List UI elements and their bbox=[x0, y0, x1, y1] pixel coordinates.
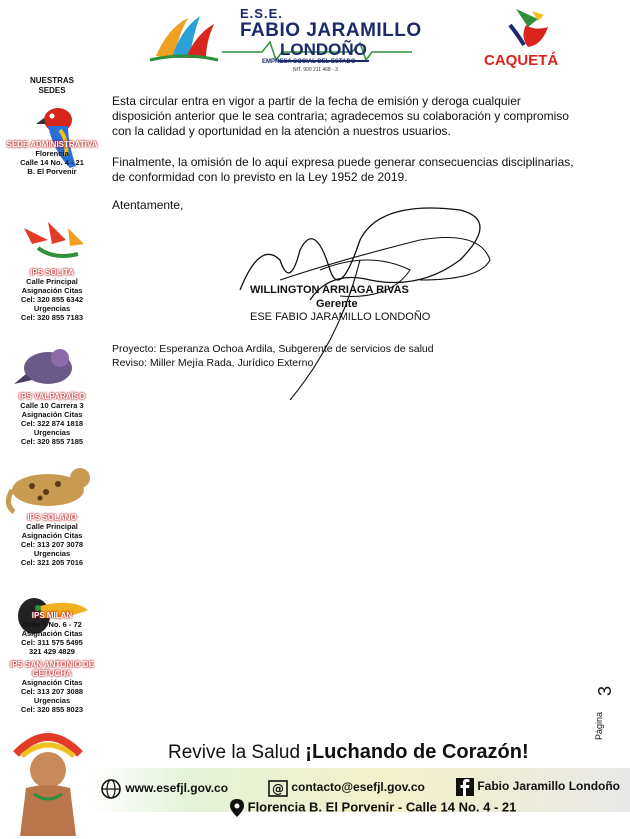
bird-icon bbox=[12, 340, 82, 390]
location-pin-icon bbox=[230, 799, 244, 817]
email-at-icon bbox=[268, 778, 288, 798]
org-type: EMPRESA SOCIAL DEL ESTADO bbox=[262, 59, 356, 65]
proyecto-line: Proyecto: Esperanza Ochoa Ardila, Subgerente de servicios de salud bbox=[112, 343, 434, 355]
caqueta-logo-icon bbox=[498, 5, 562, 55]
site-ips-milan: IPS MILAN Calle 3 No. 6 - 72 Asignación Citas Cel: 311 575 5495 321 429 4829 bbox=[21, 611, 83, 656]
ese-logo-icon bbox=[148, 8, 220, 68]
facebook-icon bbox=[456, 778, 474, 796]
nit-number: NIT. 900 211 468 - 3 bbox=[293, 67, 338, 73]
site-sede-administrativa: SEDE ADMINISTRATIVA Florencia Calle 14 No. 4 - 21 B. El Porvenir bbox=[6, 140, 98, 176]
svg-text:@: @ bbox=[272, 782, 284, 796]
website-link[interactable]: www.esefjl.gov.co bbox=[125, 781, 229, 796]
indigenous-woman-icon bbox=[6, 724, 90, 836]
site-ips-solita: IPS SOLITA Calle Principal Asignación Citas Cel: 320 855 6342 Urgencias Cel: 320 855 7183 bbox=[20, 268, 84, 322]
facebook-link[interactable]: Fabio Jaramillo Londoño bbox=[477, 779, 621, 794]
site-ips-san-antonio: IPS SAN ANTONIO DE GETUCHA Asignación Citas Cel: 313 207 3088 Urgencias Cel: 320 855 8023 bbox=[9, 660, 94, 714]
email-contact[interactable] bbox=[268, 778, 425, 798]
org-name-line1: FABIO JARAMILLO bbox=[240, 20, 422, 41]
caqueta-label: CAQUETÁ bbox=[484, 52, 559, 69]
slogan: Revive la Salud ¡Luchando de Corazón! bbox=[168, 741, 529, 763]
ese-label: E.S.E. bbox=[240, 6, 283, 21]
globe-icon bbox=[100, 778, 122, 800]
paragraph-disciplinary: Finalmente, la omisión de lo aquí expresa puede generar consecuencias disciplinarias, de conformidad con lo previsto en la Ley 1952 de 2019. bbox=[112, 155, 574, 184]
website-contact[interactable] bbox=[100, 778, 228, 800]
org-name-line2: LONDOÑO bbox=[278, 40, 369, 62]
paragraph-effective-date: Esta circular entra en vigor a partir de la fecha de emisión y deroga cualquier disposición anterior que le sea contraria; agradecemos su colaboración y compromiso con la calidad y oportunidad en la atención a nuestros usuarios. bbox=[112, 94, 569, 138]
address bbox=[230, 799, 516, 817]
signer-role: Gerente bbox=[316, 298, 358, 310]
page-number: 3 bbox=[595, 685, 615, 696]
signer-name: WILLINGTON ARRIAGA RIVAS bbox=[250, 284, 409, 296]
facebook-contact[interactable] bbox=[456, 778, 620, 796]
address-text: Florencia B. El Porvenir - Calle 14 No. 4 - 21 bbox=[247, 799, 517, 815]
site-ips-solano: IPS SOLANO Calle Principal Asignación Citas Cel: 313 207 3078 Urgencias Cel: 321 205 7016 bbox=[20, 513, 84, 567]
reviso-line: Reviso: Miller Mejía Rada, Jurídico Externo bbox=[112, 357, 314, 369]
sidebar-title: NUESTRAS SEDES bbox=[29, 76, 74, 95]
closing: Atentamente, bbox=[112, 198, 184, 212]
page-label: Página bbox=[594, 711, 604, 740]
heliconia-flower-icon bbox=[18, 218, 88, 268]
handwritten-signature bbox=[220, 200, 520, 400]
signer-org: ESE FABIO JARAMILLO LONDOÑO bbox=[250, 311, 431, 323]
email-link[interactable]: contacto@esefjl.gov.co bbox=[291, 780, 425, 795]
ocelot-icon bbox=[2, 460, 94, 516]
site-ips-valparaiso: IPS VALPARAÍSO Calle 10 Carrera 3 Asignación Citas Cel: 322 874 1818 Urgencias Cel: 320 855 7185 bbox=[18, 392, 86, 446]
